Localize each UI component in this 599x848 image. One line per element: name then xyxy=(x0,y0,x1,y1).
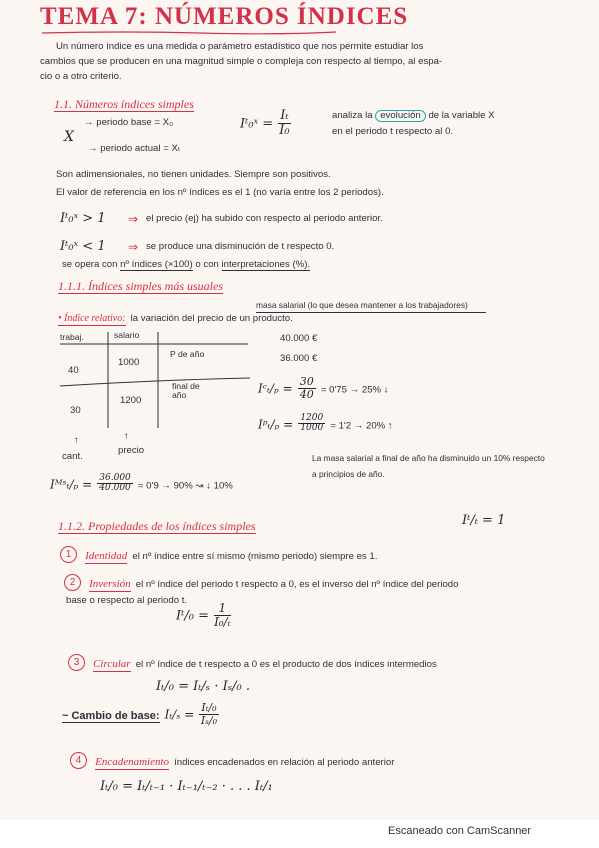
intro-line-1: Un número índice es una medida o parámetro estadístico que nos permite estudiar los xyxy=(56,41,424,52)
greater-than-one-formula: Iᵗ₀ˣ > 1 xyxy=(60,211,106,226)
masa-salarial-note-2: a principios de año. xyxy=(312,469,385,479)
change-of-base-line: ~ Cambio de base: Iₜ/ₛ = $\frac{\text{Iₜ/₀}}{\text{Iₛ/₀}}$ xyxy=(62,701,218,727)
table-row-1-workers: 40 xyxy=(68,365,79,376)
masa-salarial-note-1: La masa salarial a final de año ha disminuido un 10% respecto xyxy=(312,453,545,463)
masa-salarial-value-2: 36.000 € xyxy=(280,353,318,364)
table-row-1-salary: 1000 xyxy=(118,357,140,368)
number-circle-icon: 1 xyxy=(60,546,77,563)
page-title: TEMA 7: NÚMEROS ÍNDICES xyxy=(40,3,409,30)
table-header-workers: trabaj. xyxy=(60,332,84,342)
chaining-formula: Iₜ/₀ = Iₜ/ₜ₋₁ · Iₜ₋₁/ₜ₋₂ · . . . Iₜ/₁ xyxy=(100,779,273,794)
identity-formula: Iᵗ/ₜ = 1 xyxy=(462,513,506,528)
table-header-salary: salario xyxy=(114,330,140,340)
masa-salarial-label: masa salarial (lo que desea mantener a los trabajadores) xyxy=(256,300,486,313)
up-arrow-icon: ↑ xyxy=(124,431,129,442)
masa-salarial-value-1: 40.000 € xyxy=(280,333,318,344)
property-chaining: 4 Encadenamiento índices encadenados en relación al periodo anterior xyxy=(70,752,394,769)
section-heading-1-1-2: 1.1.2. Propiedades de los índices simples xyxy=(58,519,256,533)
inversion-formula: Iᵗ/₀ = $\frac{1}{\text{I₀/ₜ}}$ xyxy=(176,601,231,629)
less-than-one-formula: Iᵗ₀ˣ < 1 xyxy=(60,239,106,254)
property-inversion: 2 Inversión el nº índice del periodo t respecto a 0, es el inverso del nº índice del periodo xyxy=(64,574,458,591)
note-reference-value: El valor de referencia en los nº índices es el 1 (no varía entre los 2 periodos). xyxy=(56,187,384,198)
salary-table-grid xyxy=(58,330,254,430)
formula-description-1: analiza la evolución de la variable X xyxy=(332,110,495,121)
table-row-2-workers: 30 xyxy=(70,405,81,416)
table-foot-price: precio xyxy=(118,445,145,456)
price-index-calc: Iᵖₜ/ₚ = $\frac{1200}{1000}$ = 1'2 → 20% ↑ xyxy=(258,413,393,434)
actual-period-line: → periodo actual = Xₜ xyxy=(88,143,181,154)
arrow-icon: ⇒ xyxy=(128,212,139,226)
arrow-icon: ⇒ xyxy=(128,240,139,254)
property-circular: 3 Circular el nº índice de t respecto a 0 es el producto de dos índices intermedios xyxy=(68,654,437,671)
number-circle-icon: 2 xyxy=(64,574,81,591)
intro-line-2: cambios que se producen en una magnitud simple o compleja con respecto al tiempo, al espa- xyxy=(40,56,443,67)
masa-salarial-index-calc: Iᴹˢₜ/ₚ = $\frac{36.000}{40.000}$ = 0'9 → 90% ↝ ↓ 10% xyxy=(50,473,233,494)
number-circle-icon: 3 xyxy=(68,654,85,671)
intro-line-3: cio o a otro criterio. xyxy=(40,71,122,82)
section-heading-1-1: 1.1. Números índices simples xyxy=(54,97,194,111)
number-circle-icon: 4 xyxy=(70,752,87,769)
relative-index-line: • Índice relativo: la variación del precio de un producto. xyxy=(58,313,293,324)
property-identity: 1 Identidad el nº índice entre sí mismo (mismo periodo) siempre es 1. xyxy=(60,546,377,563)
evolucion-highlight: evolución xyxy=(375,110,426,122)
up-arrow-icon: ↑ xyxy=(74,435,79,446)
inversion-text-2: base o respecto al periodo t. xyxy=(66,595,188,606)
section-heading-1-1-1: 1.1.1. Índices simples más usuales xyxy=(58,279,223,293)
circular-formula: Iₜ/₀ = Iₜ/ₛ · Iₛ/₀ . xyxy=(156,679,250,694)
percent-note: se opera con nº índices (×100) o con interpretaciones (%). xyxy=(62,259,311,270)
greater-than-one-text: el precio (ej) ha subido con respecto al periodo anterior. xyxy=(146,213,383,224)
simple-index-formula: Iᵗ₀ˣ = $\frac{\text{Iₜ}}{\text{I₀}}$ xyxy=(240,108,290,138)
table-row-1-period: P de año xyxy=(170,349,205,359)
variable-x: X xyxy=(64,129,74,145)
table-row-2-salary: 1200 xyxy=(120,395,142,406)
table-foot-quantity: cant. xyxy=(62,451,83,462)
camscanner-footer: Escaneado con CamScanner xyxy=(388,825,532,837)
table-row-2-period: final de año xyxy=(172,381,200,400)
base-period-line: → periodo base = X₀ xyxy=(84,117,174,128)
note-adimensional: Son adimensionales, no tienen unidades. Siempre son positivos. xyxy=(56,169,331,180)
less-than-one-text: se produce una disminución de t respecto 0. xyxy=(146,241,335,252)
title-underline xyxy=(40,30,340,36)
quantity-index-calc: Iᶜₜ/ₚ = $\frac{30}{40}$ = 0'75 → 25% ↓ xyxy=(258,375,389,401)
formula-description-2: en el periodo t respecto al 0. xyxy=(332,126,454,137)
